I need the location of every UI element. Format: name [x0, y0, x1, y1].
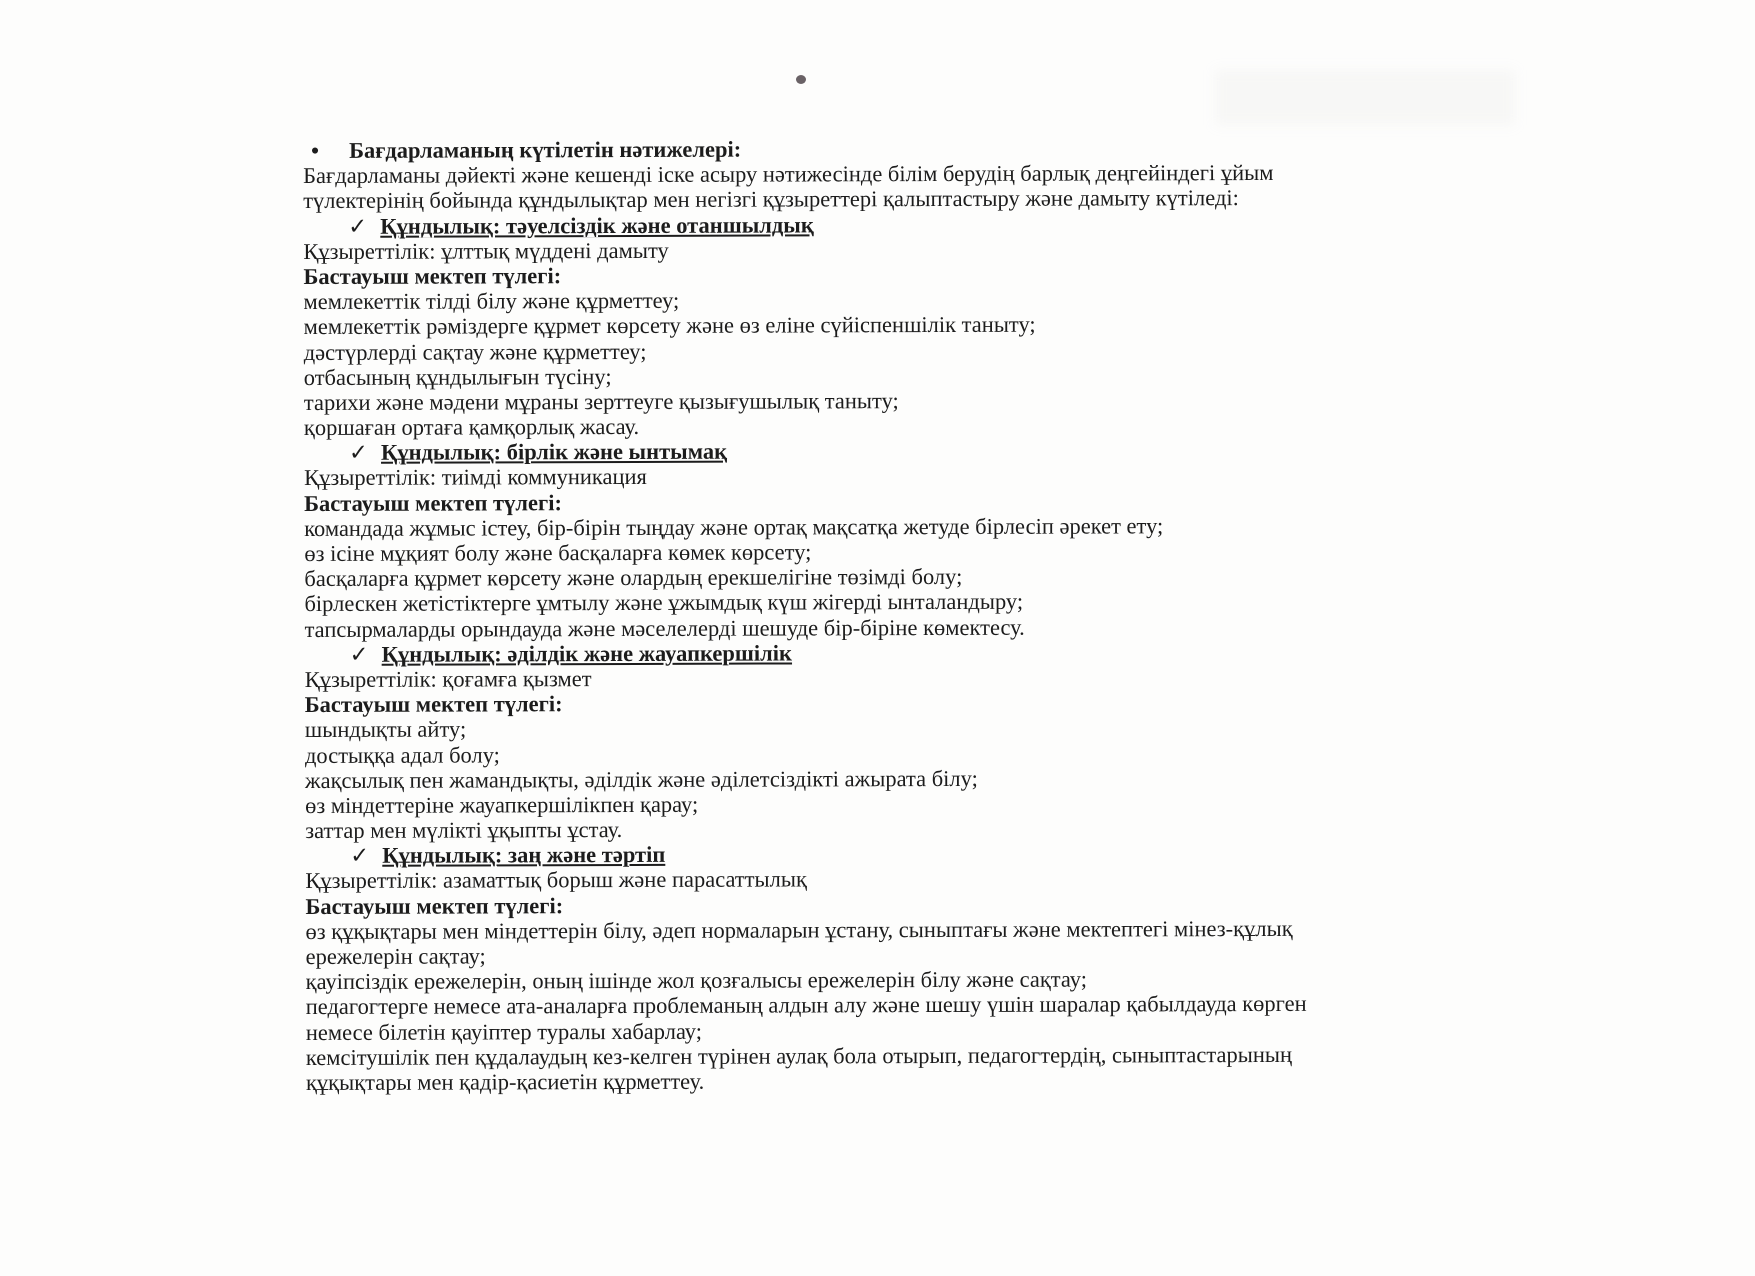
graduate-label: Бастауыш мектеп түлегі: [304, 489, 562, 516]
intro-line: Бағдарламаны дәйекті және кешенді іске асыру нәтижесінде білім берудің барлық деңгейіндегі ұйым [303, 160, 1274, 189]
intro-line: түлектерінің бойында құндылықтар мен негізгі құзыреттері қалыптастыру және дамыту күтіледі: [303, 185, 1239, 214]
scan-smudge [1215, 70, 1515, 125]
outcome-item: өз құқықтары мен міндеттерін білу, әдеп нормаларын ұстану, сыныптағы және мектептегі мінез-құлық [305, 915, 1293, 944]
value-heading [305, 638, 1455, 667]
graduate-label: Бастауыш мектеп түлегі: [303, 263, 562, 289]
value-section [304, 437, 1455, 642]
outcome-item: достыққа адал болу; [304, 741, 500, 768]
document-body [303, 134, 1456, 1095]
checkmark-icon: ✓ [348, 440, 368, 466]
value-title: Құндылық: бірлік және ынтымақ [380, 438, 728, 466]
outcome-item: өз ісіне мұқият болу және басқаларға көмек көрсету; [304, 539, 812, 566]
graduate-label: Бастауыш мектеп түлегі: [305, 892, 564, 919]
checkmark-icon: ✓ [350, 843, 370, 869]
outcome-item: тарихи және мәдени мұраны зерттеуге қызығушылық таныту; [303, 388, 899, 415]
outcome-item: отбасының құндылығын түсіну; [303, 363, 612, 390]
outcome-item: қоршаған ортаға қамқорлық жасау. [303, 414, 640, 441]
competence-line: Құзыреттілік: азаматтық борыш және парасаттылық [305, 866, 807, 894]
value-section [305, 840, 1456, 1095]
competence-line: Құзыреттілік: ұлттық мүддені дамыту [303, 237, 669, 264]
outcome-item: мемлекеттік рәміздерге құрмет көрсету және өз еліне сүйіспеншілік таныту; [303, 312, 1036, 340]
competence-line: Құзыреттілік: тиімді коммуникация [304, 464, 647, 491]
outcome-item: ережелерін сақтау; [305, 943, 486, 969]
value-heading [304, 437, 1454, 466]
expected-results-heading [303, 134, 1453, 163]
outcome-item: құқықтары мен қадір-қасиетін құрметтеу. [305, 1068, 705, 1095]
value-heading [305, 840, 1455, 869]
scan-speck [796, 75, 806, 84]
outcome-item: педагогтерге немесе ата-аналарға проблеманың алдын алу және шешу үшін шаралар қабылдауда көрген [305, 991, 1307, 1020]
value-section [305, 638, 1456, 843]
outcome-item: тапсырмаларды орындауда және мәселелерді шешуде бір-біріне көмектесу. [304, 614, 1025, 642]
competence-line: Құзыреттілік: қоғамға қызмет [304, 666, 592, 692]
outcome-item: мемлекеттік тілді білу және құрметтеу; [303, 287, 680, 315]
checkmark-icon: ✓ [348, 213, 368, 239]
value-title: Құндылық: тәуелсіздік және отаншылдық [380, 211, 814, 239]
outcome-item: дәстүрлерді сақтау және құрметтеу; [303, 338, 647, 365]
outcome-item: командада жұмыс істеу, бір-бірін тыңдау және ортақ мақсатқа жетуде бірлесіп әрекет ету; [304, 513, 1164, 541]
value-title: Құндылық: заң және тәртіп [382, 842, 666, 869]
value-heading [303, 210, 1453, 239]
outcome-item: қауіпсіздік ережелерін, оның ішінде жол қозғалысы ережелерін білу және сақтау; [305, 966, 1087, 995]
outcome-item: басқаларға құрмет көрсету және олардың ерекшелігіне төзімді болу; [304, 564, 963, 592]
bullet-icon: • [310, 137, 319, 163]
outcome-item: заттар мен мүлікті ұқыпты ұстау. [305, 817, 623, 844]
value-section [303, 210, 1454, 440]
outcome-item: жақсылық пен жамандықты, әділдік және әділетсіздікті ажырата білу; [304, 765, 978, 793]
graduate-label: Бастауыш мектеп түлегі: [304, 691, 563, 718]
outcome-item: шындықты айту; [304, 716, 467, 743]
value-title: Құндылық: әділдік және жауапкершілік [381, 640, 793, 667]
outcome-item: өз міндеттеріне жауапкершілікпен қарау; [305, 791, 699, 818]
outcome-item: кемсітушілік пен құдалаудың кез-келген түрінен аулақ бола отырып, педагогтердің, сыныптастарының [305, 1041, 1293, 1070]
checkmark-icon: ✓ [349, 641, 369, 667]
heading-title: Бағдарламаның күтілетін нәтижелері: [348, 136, 742, 163]
outcome-item: бірлескен жетістіктерге ұмтылу және ұжымдық күш жігерді ынталандыру; [304, 589, 1024, 617]
outcome-item: немесе білетін қауіптер туралы хабарлау; [305, 1018, 703, 1045]
value-sections [303, 210, 1456, 1095]
